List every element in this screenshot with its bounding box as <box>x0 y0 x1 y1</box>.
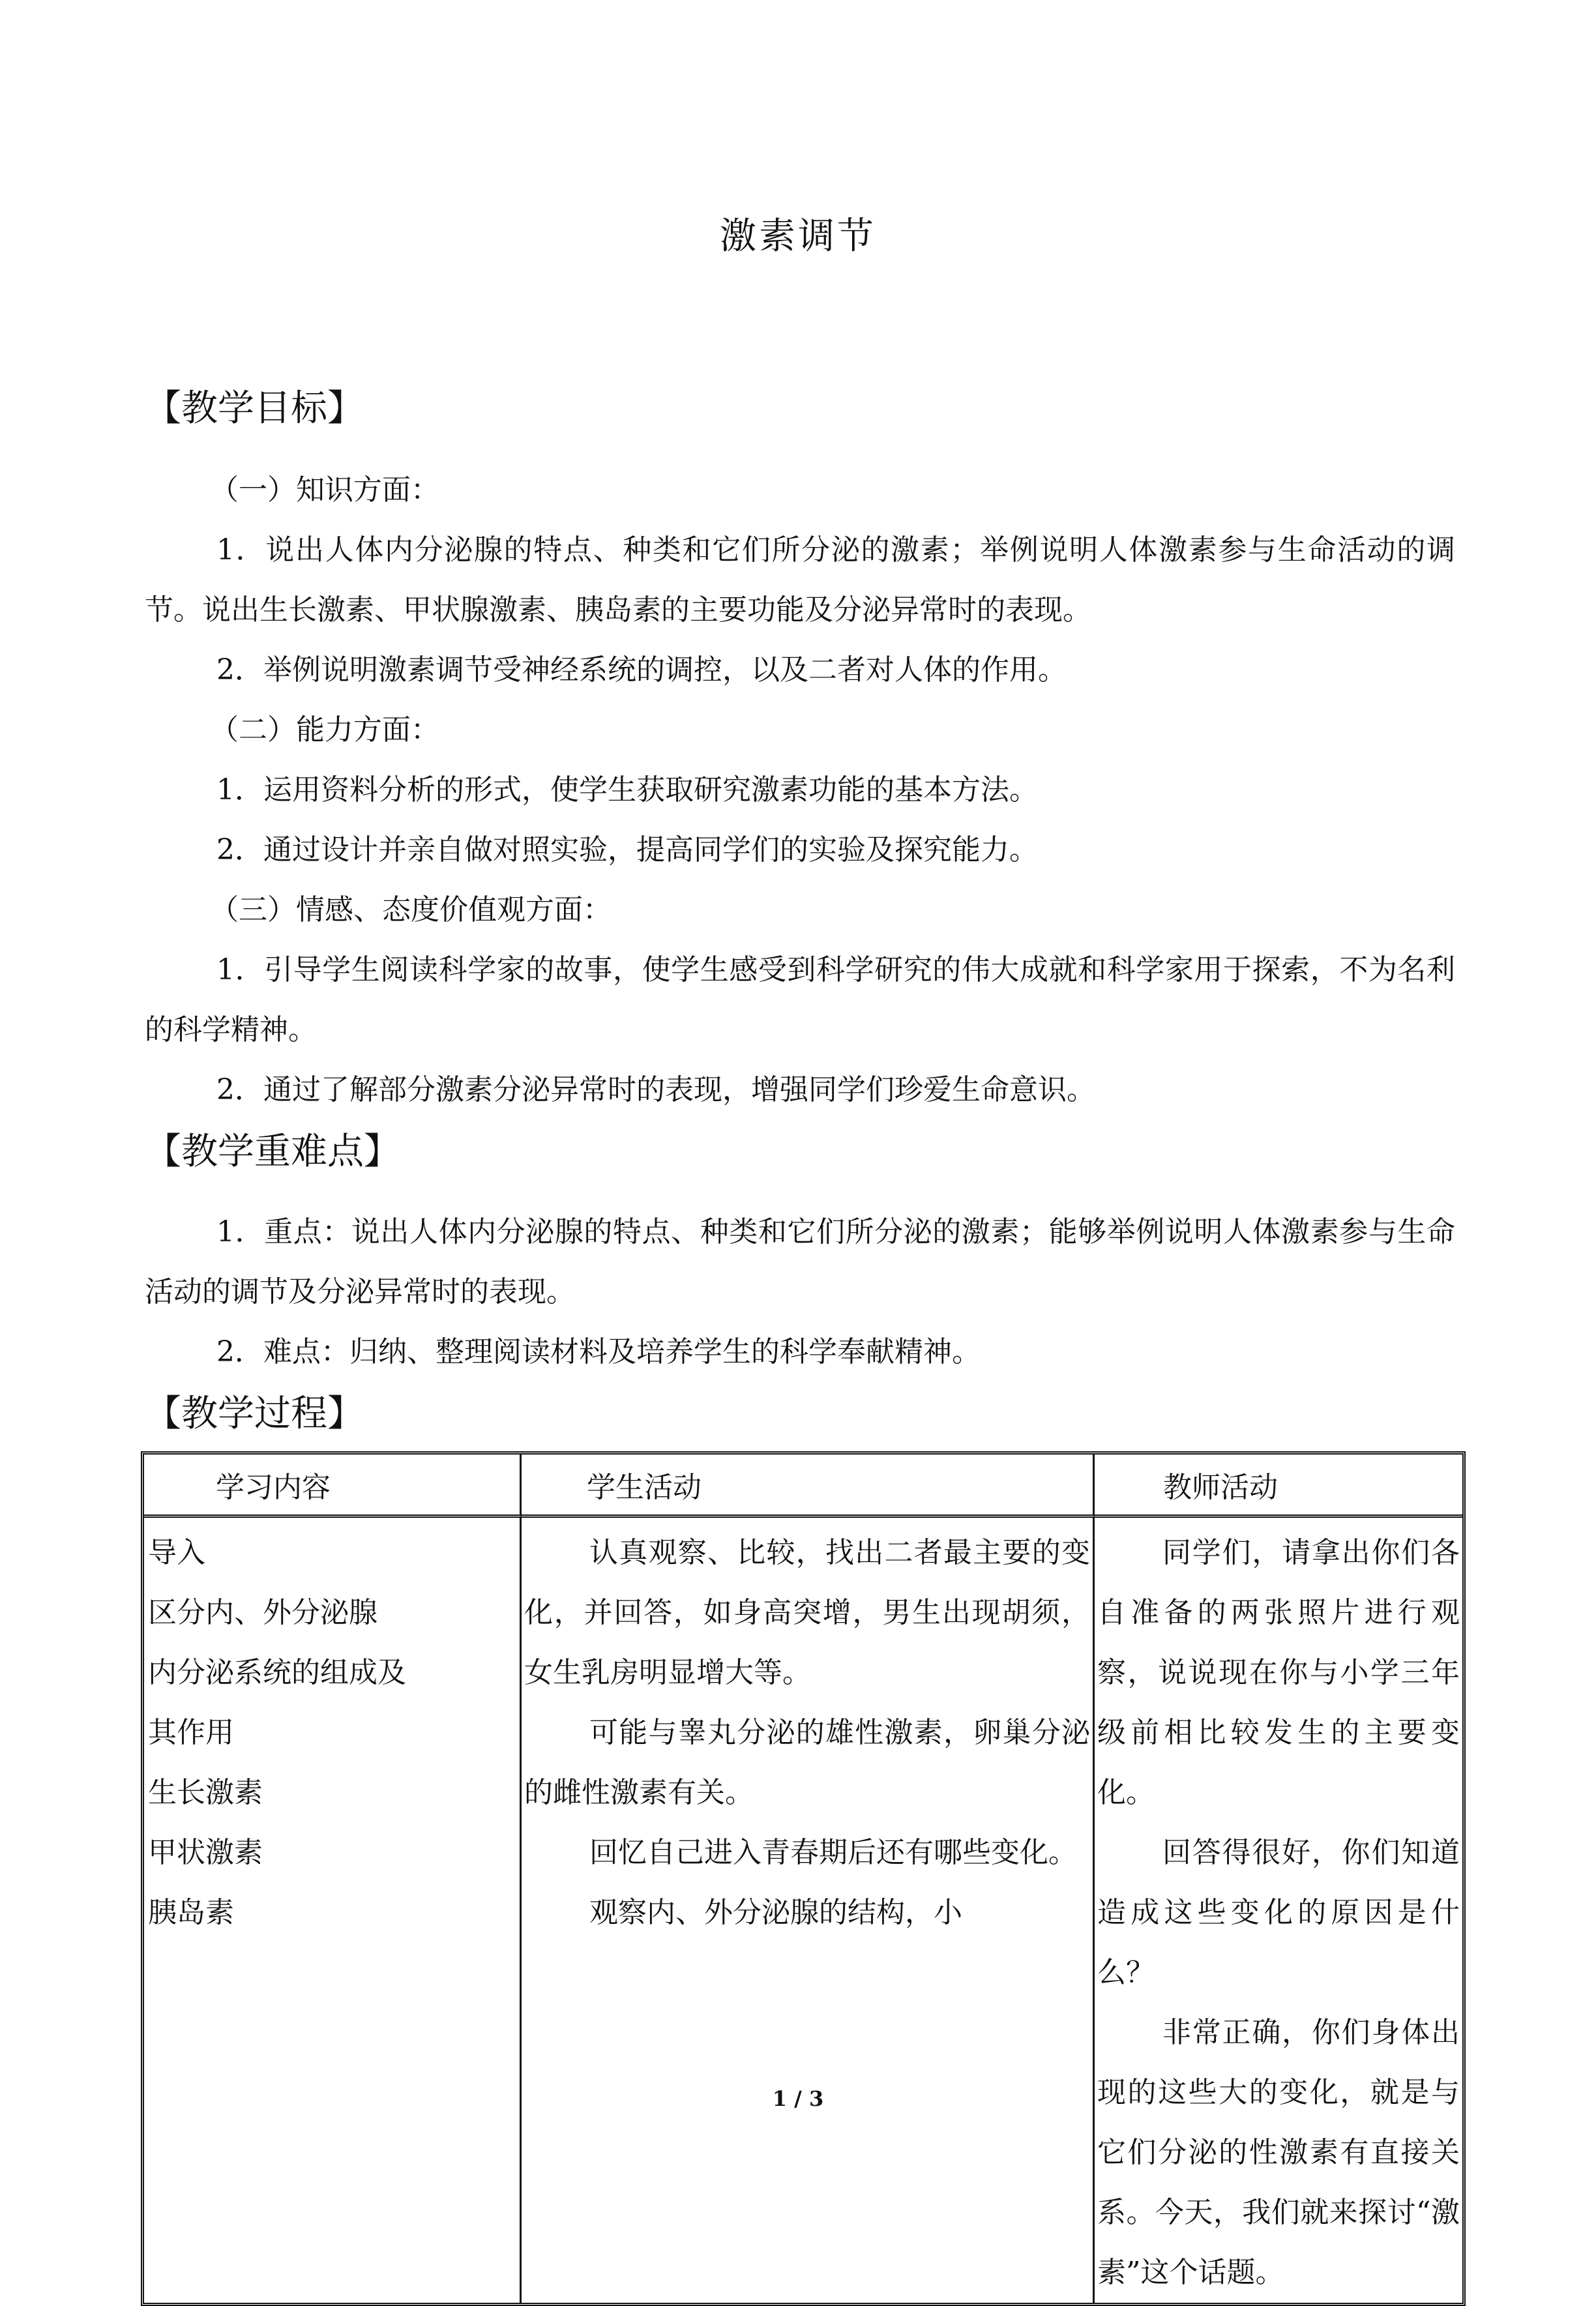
knowledge-item-2: 2．举例说明激素调节受神经系统的调控，以及二者对人体的作用。 <box>216 653 1067 687</box>
emotion-item-2: 2．通过了解部分激素分泌异常时的表现，增强同学们珍爱生命意识。 <box>216 1073 1095 1106</box>
key-point-1: 1．重点：说出人体内分泌腺的特点、种类和它们所分泌的激素；能够举例说明人体激素参与生命活动的调节及分泌异常时的表现。 <box>145 1215 1455 1308</box>
table-header-row <box>144 1455 1462 1518</box>
content-line: 导入 <box>148 1536 205 1569</box>
key-points-heading: 【教学重难点】 <box>145 1131 400 1173</box>
teacher-para: 回答得很好，你们知道造成这些变化的原因是什么？ <box>1097 1836 1460 1989</box>
page-title: 激素调节 <box>720 215 876 258</box>
objectives-heading: 【教学目标】 <box>145 387 364 430</box>
content-line: 甲状激素 <box>148 1836 263 1869</box>
content-line: 其作用 <box>148 1716 234 1749</box>
content-line: 胰岛素 <box>148 1896 234 1929</box>
content-line: 内分泌系统的组成及 <box>148 1656 406 1689</box>
student-activity-cell <box>522 1518 1095 2303</box>
page-number: 1 / 3 <box>772 2086 824 2111</box>
key-point-2: 2．难点：归纳、整理阅读材料及培养学生的科学奉献精神。 <box>216 1335 981 1368</box>
teacher-para: 非常正确，你们身体出现的这些大的变化，就是与它们分泌的性激素有直接关系。今天，我们就来探讨“激素”这个话题。 <box>1097 2016 1460 2289</box>
header-student: 学生活动 <box>522 1455 1095 1518</box>
content-cell <box>144 1518 522 2303</box>
table-row <box>144 1518 1462 2303</box>
teacher-activity-cell <box>1095 1518 1462 2303</box>
student-para: 观察内、外分泌腺的结构，小 <box>589 1896 962 1929</box>
ability-label: （二）能力方面： <box>210 713 439 746</box>
content-line: 生长激素 <box>148 1776 263 1809</box>
header-content: 学习内容 <box>144 1455 522 1518</box>
knowledge-label: （一）知识方面： <box>210 473 439 507</box>
process-heading: 【教学过程】 <box>145 1393 364 1435</box>
emotion-label: （三）情感、态度价值观方面： <box>210 893 612 926</box>
teaching-process-table <box>141 1451 1466 2306</box>
content-line: 区分内、外分泌腺 <box>148 1596 377 1629</box>
ability-item-1: 1．运用资料分析的形式，使学生获取研究激素功能的基本方法。 <box>216 773 1038 806</box>
teacher-para: 同学们，请拿出你们各自准备的两张照片进行观察，说说现在你与小学三年级前相比较发生的主要变化。 <box>1097 1536 1460 1809</box>
student-para: 回忆自己进入青春期后还有哪些变化。 <box>589 1836 1077 1869</box>
emotion-item-1: 1．引导学生阅读科学家的故事，使学生感受到科学研究的伟大成就和科学家用于探索，不为名利的科学精神。 <box>145 953 1455 1046</box>
header-teacher: 教师活动 <box>1095 1455 1462 1518</box>
student-para: 可能与睾丸分泌的雄性激素，卵巢分泌的雌性激素有关。 <box>524 1716 1090 1809</box>
student-para: 认真观察、比较，找出二者最主要的变化，并回答，如身高突增，男生出现胡须，女生乳房明显增大等。 <box>524 1536 1090 1689</box>
knowledge-item-1: 1．说出人体内分泌腺的特点、种类和它们所分泌的激素；举例说明人体激素参与生命活动的调节。说出生长激素、甲状腺激素、胰岛素的主要功能及分泌异常时的表现。 <box>145 533 1455 627</box>
ability-item-2: 2．通过设计并亲自做对照实验，提高同学们的实验及探究能力。 <box>216 833 1038 866</box>
